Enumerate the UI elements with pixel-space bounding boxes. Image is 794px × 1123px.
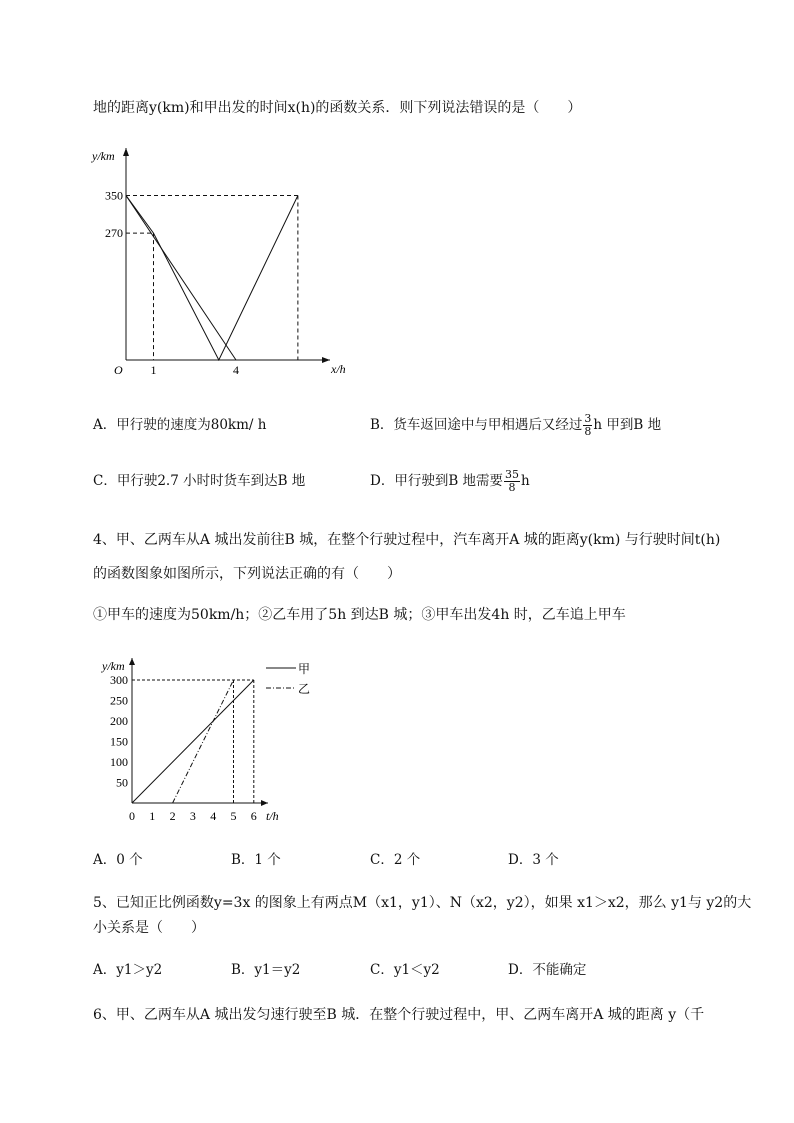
x-axis-label: t/h	[266, 809, 279, 823]
q3-option-d-fraction	[504, 469, 520, 494]
x-axis-label: x/h	[331, 362, 346, 376]
y-tick-label: 350	[105, 188, 123, 203]
q5-option-b[interactable]: B．y1＝y2	[231, 962, 301, 978]
series-line-1	[132, 680, 254, 803]
q3-option-d-pre: D．甲行驶到B 地需要	[370, 473, 504, 489]
legend-label: 甲	[298, 662, 311, 676]
x-tick-label: 6	[250, 809, 257, 823]
y-tick-label: 270	[105, 226, 123, 241]
x-tick-label: 1	[150, 363, 157, 377]
x-tick-label: 0	[129, 809, 135, 823]
graph-line-1	[126, 196, 236, 361]
q4-line-2: 的函数图象如图所示，下列说法正确的有（ ）	[93, 566, 401, 582]
q4-line-3: ①甲车的速度为50km/h；②乙车用了5h 到达B 城；③甲车出发4h 时，乙车追上甲车	[93, 607, 626, 623]
q4-option-d[interactable]: D．3 个	[508, 852, 559, 868]
q3-option-b-denominator: 8	[584, 425, 592, 438]
origin-label: O	[114, 363, 123, 377]
q5-option-a[interactable]: A．y1＞y2	[93, 962, 163, 978]
x-tick-label: 3	[189, 809, 196, 823]
series-line-2	[173, 680, 234, 803]
q3-option-b-fraction	[583, 413, 592, 438]
q5-option-d[interactable]: D．不能确定	[508, 962, 587, 978]
y-axis-arrow	[129, 658, 135, 665]
x-axis-arrow	[261, 800, 268, 806]
q3-option-d[interactable]	[370, 469, 530, 494]
q5-line-2: 小关系是（ ）	[93, 920, 205, 936]
q4-option-b[interactable]: B．1 个	[231, 852, 281, 868]
y-tick-label: 300	[110, 673, 128, 687]
x-tick-label: 4	[233, 363, 239, 377]
q4-graph	[90, 650, 330, 830]
y-tick-label: 200	[110, 714, 128, 728]
q3-option-a[interactable]: A．甲行驶的速度为80km/ h	[93, 417, 267, 433]
q3-option-b-numerator: 3	[584, 412, 592, 425]
q3-stem-tail: 地的距离y(km)和甲出发的时间x(h)的函数关系．则下列说法错误的是（ ）	[93, 100, 582, 116]
q4-option-a[interactable]: A．0 个	[93, 852, 143, 868]
y-tick-label: 100	[110, 755, 128, 769]
q3-option-b[interactable]	[370, 413, 661, 438]
q3-option-d-post: h	[521, 473, 530, 489]
y-axis-label: y/km	[102, 659, 125, 673]
q4-line-1: 4、甲、乙两车从A 城出发前往B 城，在整个行驶过程中，汽车离开A 城的距离y(km) 与行驶时间t(h)	[93, 532, 721, 548]
y-tick-label: 250	[110, 693, 128, 708]
y-tick-label: 50	[116, 775, 128, 790]
y-axis-label: y/km	[92, 149, 115, 163]
legend-label: 乙	[298, 682, 311, 696]
x-tick-label: 5	[230, 809, 237, 823]
x-tick-label: 2	[169, 809, 176, 823]
y-tick-label: 150	[110, 734, 128, 749]
x-tick-label: 1	[149, 809, 156, 823]
graph-line-2	[126, 196, 298, 361]
q5-option-c[interactable]: C．y1＜y2	[370, 962, 440, 978]
q3-option-d-denominator: 8	[508, 481, 516, 494]
q3-option-d-numerator: 35	[505, 468, 520, 481]
q6-line-1: 6、甲、乙两车从A 城出发匀速行驶至B 城．在整个行驶过程中，甲、乙两车离开A 城的距离 y（千	[93, 1007, 705, 1023]
q4-option-c[interactable]: C．2 个	[370, 852, 421, 868]
q5-line-1: 5、已知正比例函数y=3x 的图象上有两点M（x1，y1）、N（x2，y2），如果 x1＞x2，那么 y1与 y2的大	[93, 895, 752, 911]
q3-graph	[90, 140, 360, 380]
y-axis-arrow	[123, 148, 129, 156]
q3-option-b-pre: B．货车返回途中与甲相遇后又经过	[370, 417, 583, 433]
q3-option-c[interactable]: C．甲行驶2.7 小时时货车到达B 地	[93, 473, 306, 489]
q3-option-b-post: h 甲到B 地	[593, 417, 662, 433]
x-axis-arrow	[322, 357, 330, 363]
x-tick-label: 4	[210, 809, 217, 823]
